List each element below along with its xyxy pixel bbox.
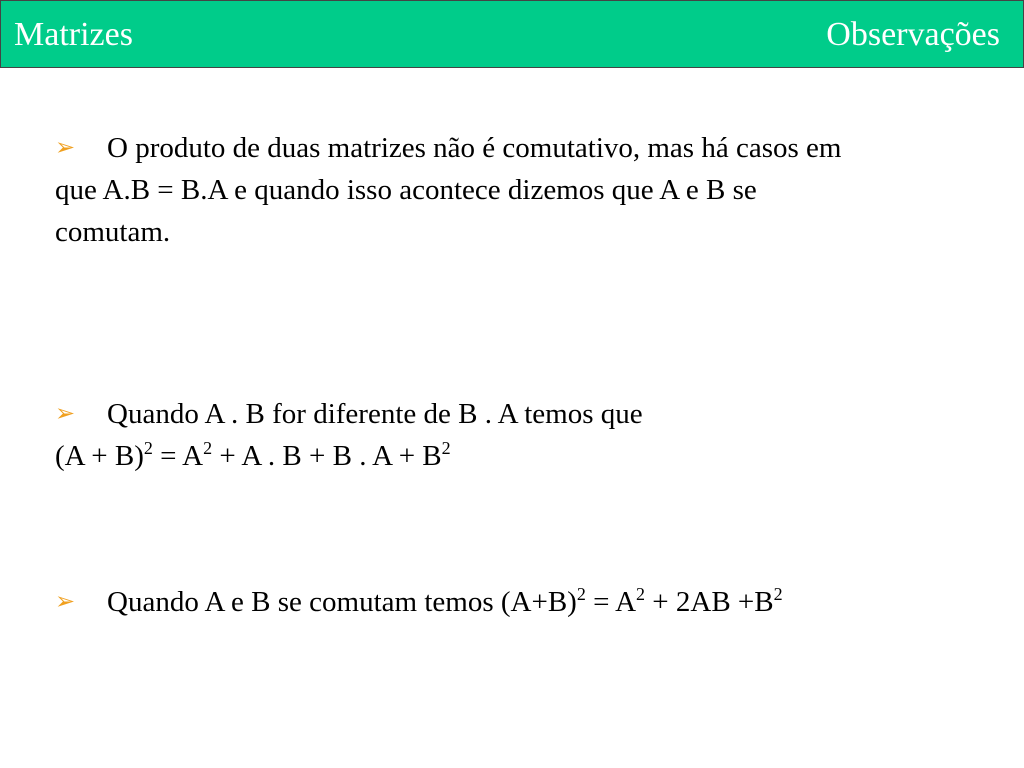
formula-exponent: 2 <box>636 584 646 604</box>
formula-rest: + A . B + B . A + B <box>212 440 442 472</box>
title-bar <box>0 0 1024 68</box>
bullet-1-line-3: comutam. <box>55 216 171 248</box>
title-right: Observações <box>826 16 1000 53</box>
formula-exponent: 2 <box>203 438 213 458</box>
formula-lhs: (A + B) <box>55 440 144 472</box>
formula-exponent: 2 <box>441 438 451 458</box>
bullet-3-text: Quando A e B se comutam temos (A+B) <box>107 586 577 618</box>
formula-equals: = A <box>152 440 204 472</box>
formula-exponent: 2 <box>576 584 586 604</box>
bullet-1-text-1: O produto de duas matrizes não é comutativo, mas há casos em <box>107 132 842 164</box>
bullet-3-line <box>55 580 985 623</box>
bullet-2-text: Quando A . B for diferente de B . A temos que <box>107 398 643 430</box>
bullet-1 <box>55 126 985 253</box>
bullet-1-line-1 <box>55 126 985 169</box>
bullet-2 <box>55 392 985 477</box>
formula-exponent: 2 <box>143 438 153 458</box>
bullet-2-formula <box>55 435 985 477</box>
formula-rest: + 2AB +B <box>645 586 774 618</box>
title-left: Matrizes <box>14 16 133 53</box>
arrow-bullet-icon: ➢ <box>55 133 76 161</box>
formula-exponent: 2 <box>773 584 783 604</box>
arrow-bullet-icon: ➢ <box>55 399 76 427</box>
arrow-bullet-icon: ➢ <box>55 587 76 615</box>
bullet-3 <box>55 580 985 623</box>
bullet-2-line-1 <box>55 392 985 435</box>
bullet-1-line-2: que A.B = B.A e quando isso acontece dizemos que A e B se <box>55 174 757 206</box>
formula-equals: = A <box>585 586 637 618</box>
